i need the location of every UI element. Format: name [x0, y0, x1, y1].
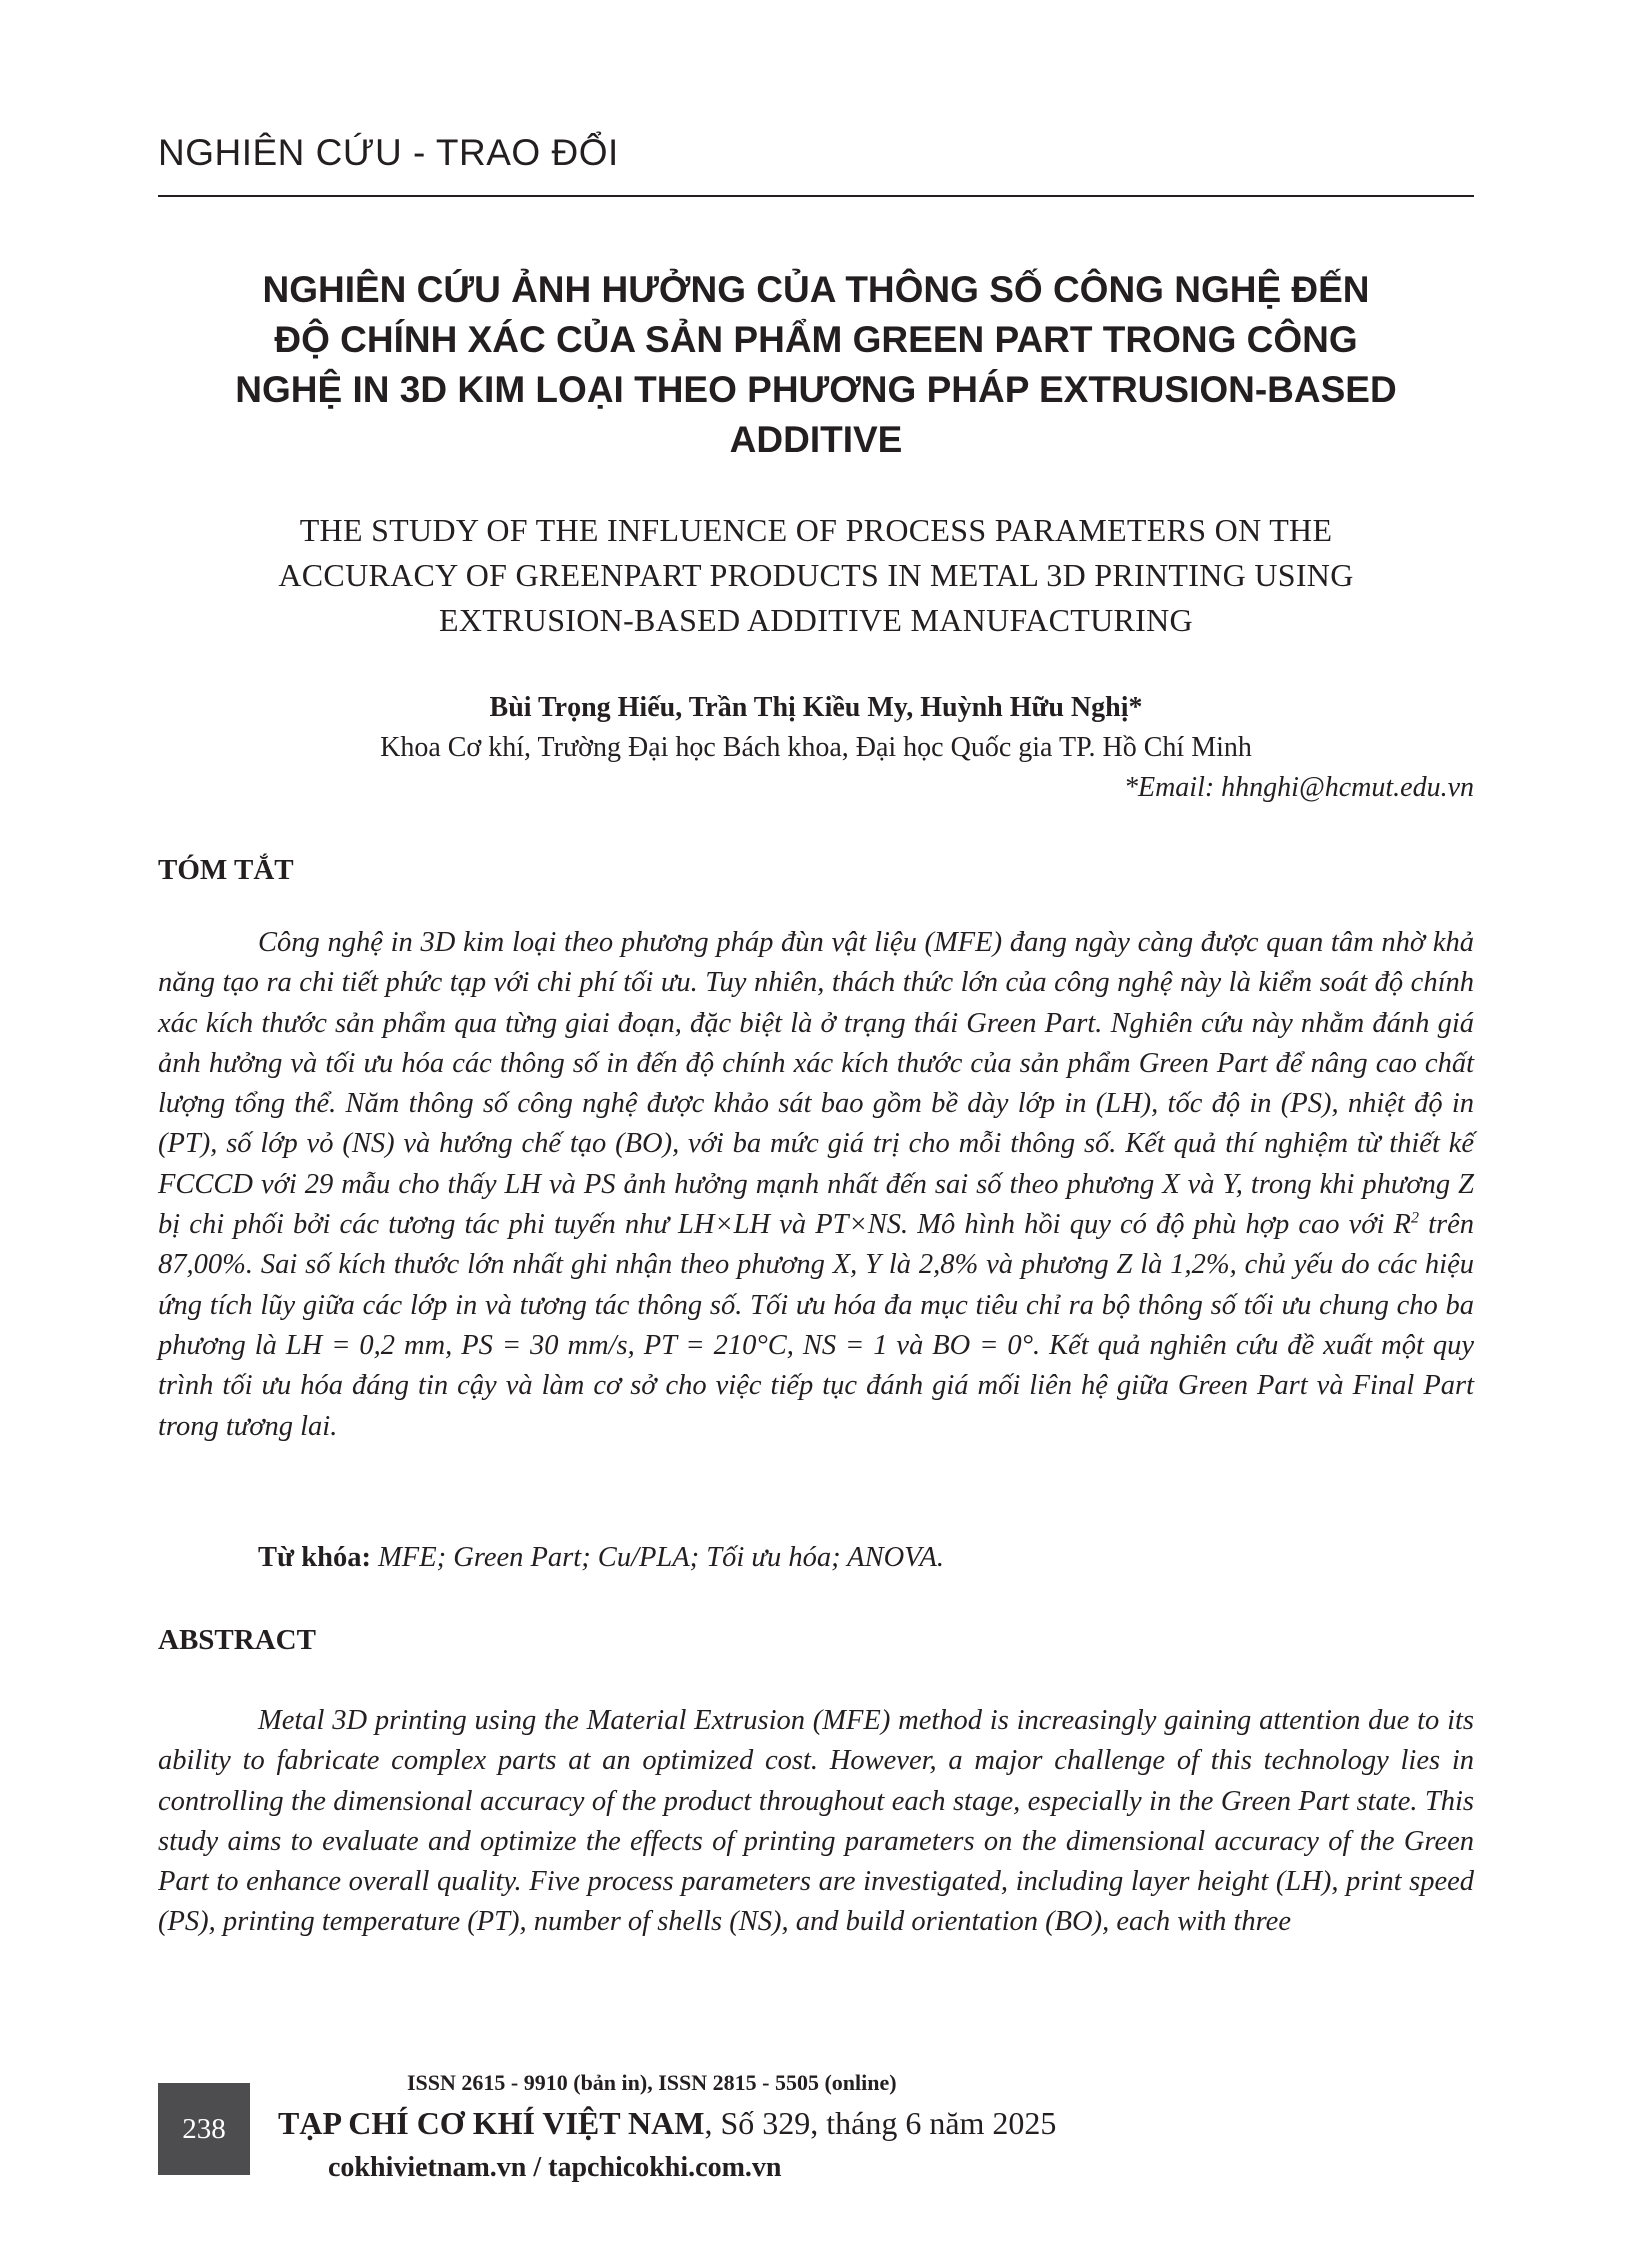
- corresponding-email[interactable]: *Email: hhnghi@hcmut.edu.vn: [1123, 772, 1474, 803]
- keywords-list: MFE; Green Part; Cu/PLA; Tối ưu hóa; ANOVA.: [370, 1542, 945, 1573]
- section-header: NGHIÊN CỨU - TRAO ĐỔI: [158, 132, 619, 173]
- journal-name: TẠP CHÍ CƠ KHÍ VIỆT NAM: [278, 2105, 705, 2141]
- title-en-line: THE STUDY OF THE INFLUENCE OF PROCESS PARAMETERS ON THE: [299, 512, 1333, 548]
- title-vn-line: NGHỆ IN 3D KIM LOẠI THEO PHƯƠNG PHÁP EXTRUSION-BASED: [235, 369, 1397, 410]
- title-vn-line: ĐỘ CHÍNH XÁC CỦA SẢN PHẨM GREEN PART TRONG CÔNG: [274, 319, 1358, 360]
- title-en-line: EXTRUSION-BASED ADDITIVE MANUFACTURING: [439, 602, 1193, 638]
- footer-websites[interactable]: cokhivietnam.vn / tapchicokhi.com.vn: [328, 2152, 782, 2183]
- title-vietnamese: [158, 265, 1474, 465]
- header-rule: [158, 195, 1474, 197]
- title-en-line: ACCURACY OF GREENPART PRODUCTS IN METAL 3D PRINTING USING: [278, 557, 1354, 593]
- journal-issue: , Số 329, tháng 6 năm 2025: [704, 2105, 1057, 2141]
- authors: Bùi Trọng Hiếu, Trần Thị Kiều My, Huỳnh Hữu Nghị*: [489, 692, 1143, 723]
- affiliation: Khoa Cơ khí, Trường Đại học Bách khoa, Đại học Quốc gia TP. Hồ Chí Minh: [380, 732, 1252, 763]
- title-vn-line: NGHIÊN CỨU ẢNH HƯỞNG CỦA THÔNG SỐ CÔNG NGHỆ ĐẾN: [262, 269, 1370, 310]
- footer-issn: ISSN 2615 - 9910 (bản in), ISSN 2815 - 5505 (online): [407, 2070, 897, 2095]
- page-number-badge: 238: [158, 2083, 250, 2175]
- tom-tat-text-b: trên 87,00%. Sai số kích thước lớn nhất ghi nhận theo phương X, Y là 2,8% và phương Z là 1,2%, chủ yếu do các hiệu ứng tích lũy giữa các lớp in và tương tác thông số. Tối ưu hóa đa mục tiêu chỉ ra bộ thông số tối ưu chung cho ba phương là LH = 0,2 mm, PS = 30 mm/s, PT = 210°C, NS = 1 và BO = 0°. Kết quả nghiên cứu đề xuất một quy trình tối ưu hóa đáng tin cậy và làm cơ sở cho việc tiếp tục đánh giá mối liên hệ giữa Green Part và Final Part trong tương lai.: [158, 1209, 1474, 1442]
- abstract-heading: ABSTRACT: [158, 1624, 316, 1656]
- abstract-paragraph: Metal 3D printing using the Material Extrusion (MFE) method is increasingly gaining attention due to its ability to fabricate complex parts at an optimized cost. However, a major challenge of this technology lies in controlling the dimensional accuracy of the product throughout each stage, especially in the Green Part state. This study aims to evaluate and optimize the effects of printing parameters on the dimensional accuracy of the Green Part to enhance overall quality. Five process parameters are investigated, including layer height (LH), print speed (PS), printing temperature (PT), number of shells (NS), and build orientation (BO), each with three: [158, 1705, 1474, 1938]
- keywords: [258, 1538, 944, 1578]
- title-vn-line: ADDITIVE: [729, 419, 903, 460]
- r-squared-superscript: 2: [1410, 1209, 1419, 1227]
- tom-tat-text-a: Công nghệ in 3D kim loại theo phương pháp đùn vật liệu (MFE) đang ngày càng được quan tâm nhờ khả năng tạo ra chi tiết phức tạp với chi phí tối ưu. Tuy nhiên, thách thức lớn của công nghệ này là kiểm soát độ chính xác kích thước sản phẩm qua từng giai đoạn, đặc biệt là ở trạng thái Green Part. Nghiên cứu này nhằm đánh giá ảnh hưởng và tối ưu hóa các thông số in đến độ chính xác kích thước của sản phẩm Green Part để nâng cao chất lượng tổng thể. Năm thông số công nghệ được khảo sát bao gồm bề dày lớp in (LH), tốc độ in (PS), nhiệt độ in (PT), số lớp vỏ (NS) và hướng chế tạo (BO), với ba mức giá trị cho mỗi thông số. Kết quả thí nghiệm từ thiết kế FCCCD với 29 mẫu cho thấy LH và PS ảnh hưởng mạnh nhất đến sai số theo phương X và Y, trong khi phương Z bị chi phối bởi các tương tác phi tuyến như LH×LH và PT×NS. Mô hình hồi quy có độ phù hợp cao với R: [158, 927, 1474, 1241]
- title-english: [158, 508, 1474, 643]
- tom-tat-heading: TÓM TẮT: [158, 854, 294, 886]
- footer-journal: [278, 2103, 1056, 2143]
- keywords-label: Từ khóa:: [258, 1542, 371, 1573]
- tom-tat-paragraph: [158, 923, 1474, 1447]
